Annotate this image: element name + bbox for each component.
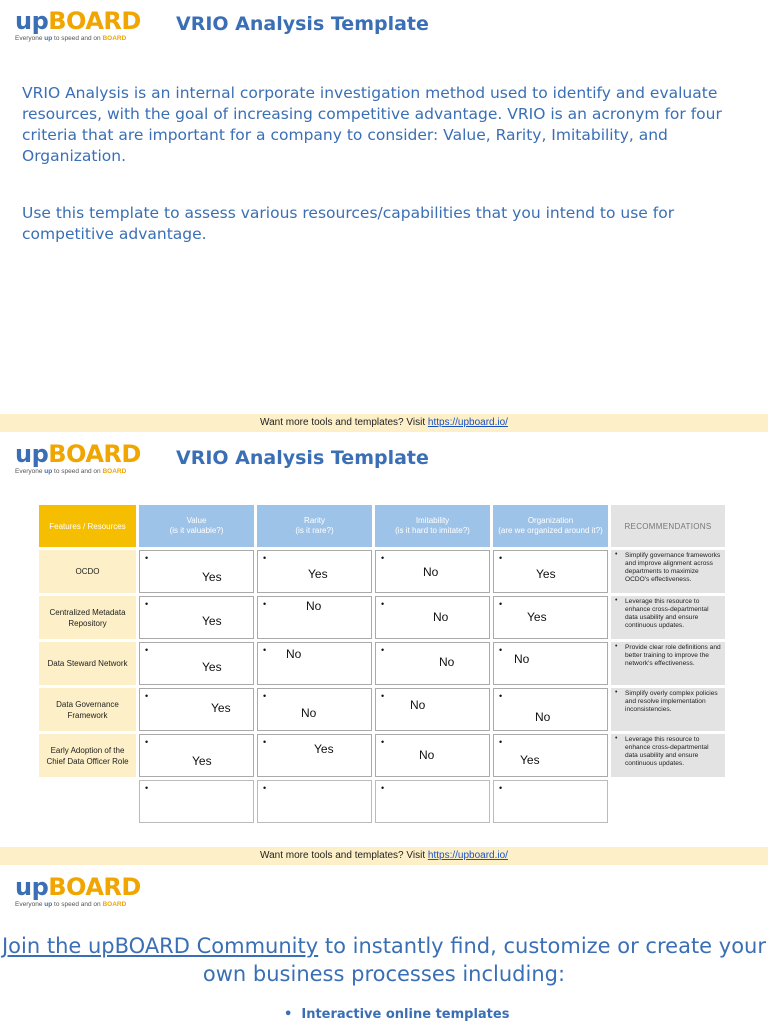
- banner-text: Want more tools and templates? Visit: [260, 850, 428, 861]
- table-row: [39, 642, 725, 685]
- rarity-cell[interactable]: • No: [257, 596, 372, 639]
- recommendation-cell: • Leverage this resource to enhance cross-departmental data usability and ensure continuous updates.: [611, 596, 725, 639]
- header-imitability: Imitability (is it hard to imitate?): [375, 505, 490, 547]
- imitability-cell[interactable]: • No: [375, 734, 490, 777]
- logo-board: BOARD: [48, 440, 141, 468]
- page-title: VRIO Analysis Template: [176, 13, 429, 35]
- tools-banner: [0, 414, 768, 432]
- organization-cell[interactable]: • Yes: [493, 550, 608, 593]
- value-cell[interactable]: • Yes: [139, 734, 254, 777]
- header-row: [39, 505, 725, 547]
- value-cell[interactable]: • Yes: [139, 642, 254, 685]
- header-rarity: Rarity (is it rare?): [257, 505, 372, 547]
- logo-up: up: [15, 440, 49, 468]
- logo-tagline: Everyone up to speed and on BOARD: [15, 901, 127, 908]
- feature-cell: Data Governance Framework: [39, 688, 136, 731]
- imitability-cell[interactable]: • No: [375, 688, 490, 731]
- logo-board: BOARD: [48, 7, 141, 35]
- upboard-logo: [15, 8, 141, 43]
- value-cell[interactable]: •: [139, 780, 254, 823]
- feature-cell: Centralized Metadata Repository: [39, 596, 136, 639]
- logo-tagline: Everyone up to speed and on BOARD: [15, 35, 127, 42]
- logo-tagline: Everyone up to speed and on BOARD: [15, 468, 127, 475]
- recommendation-cell: • Provide clear role definitions and better training to improve the network's effectiveness.: [611, 642, 725, 685]
- value-cell[interactable]: • Yes: [139, 688, 254, 731]
- feature-cell-empty: [39, 780, 136, 823]
- value-cell[interactable]: • Yes: [139, 596, 254, 639]
- logo-up: up: [15, 7, 49, 35]
- header-recommendations: RECOMMENDATIONS: [611, 505, 725, 547]
- organization-cell[interactable]: • No: [493, 642, 608, 685]
- rarity-cell[interactable]: • No: [257, 688, 372, 731]
- logo-up: up: [15, 873, 49, 901]
- banner-link[interactable]: https://upboard.io/: [427, 850, 508, 861]
- header-organization: Organization (are we organized around it?): [493, 505, 608, 547]
- community-link[interactable]: Join the upBOARD Community: [1, 934, 319, 958]
- list-item: • Interactive online templates: [284, 1007, 510, 1022]
- value-cell[interactable]: • Yes: [139, 550, 254, 593]
- banner-link[interactable]: https://upboard.io/: [427, 417, 508, 428]
- list-item-label: Interactive online templates: [301, 1007, 510, 1022]
- header-features: Features / Resources: [39, 505, 136, 547]
- header-value: Value (is it valuable?): [139, 505, 254, 547]
- community-heading: [0, 932, 768, 988]
- recommendation-cell: • Leverage this resource to enhance cross-departmental data usability and ensure continuous updates.: [611, 734, 725, 777]
- rarity-cell[interactable]: • Yes: [257, 550, 372, 593]
- table-row: [39, 550, 725, 593]
- vrio-table: [36, 502, 728, 826]
- rarity-cell[interactable]: •: [257, 780, 372, 823]
- rarity-cell[interactable]: • No: [257, 642, 372, 685]
- organization-cell[interactable]: •: [493, 780, 608, 823]
- imitability-cell[interactable]: • No: [375, 642, 490, 685]
- usage-paragraph: Use this template to assess various resources/capabilities that you intend to use for competitive advantage.: [22, 204, 675, 243]
- banner-text: Want more tools and templates? Visit: [260, 417, 428, 428]
- tools-banner: [0, 847, 768, 865]
- table-row-empty: [39, 780, 725, 823]
- community-text: to instantly find, customize or create your own business processes including:: [202, 934, 766, 986]
- logo-board: BOARD: [48, 873, 141, 901]
- organization-cell[interactable]: • Yes: [493, 734, 608, 777]
- feature-cell: OCDO: [39, 550, 136, 593]
- rarity-cell[interactable]: • Yes: [257, 734, 372, 777]
- recommendation-cell: • Simplify governance frameworks and improve alignment across departments to maximize OCDO's effectiveness.: [611, 550, 725, 593]
- upboard-logo: [15, 874, 141, 909]
- recommendation-cell: • Simplify overly complex policies and resolve implementation inconsistencies.: [611, 688, 725, 731]
- feature-cell: Data Steward Network: [39, 642, 136, 685]
- imitability-cell[interactable]: • No: [375, 550, 490, 593]
- intro-paragraph: VRIO Analysis is an internal corporate investigation method used to identify and evaluate resources, with the goal of increasing competitive advantage. VRIO is an acronym for four criteria that are important for a company to consider: Value, Rarity, Imitability, and Organization.: [22, 84, 722, 165]
- page-title: VRIO Analysis Template: [176, 447, 429, 469]
- imitability-cell[interactable]: •: [375, 780, 490, 823]
- recommendation-cell-empty: [611, 780, 725, 823]
- organization-cell[interactable]: • Yes: [493, 596, 608, 639]
- organization-cell[interactable]: • No: [493, 688, 608, 731]
- table-row: [39, 596, 725, 639]
- table-row: [39, 734, 725, 777]
- imitability-cell[interactable]: • No: [375, 596, 490, 639]
- table-row: [39, 688, 725, 731]
- feature-cell: Early Adoption of the Chief Data Officer Role: [39, 734, 136, 777]
- upboard-logo: [15, 441, 141, 476]
